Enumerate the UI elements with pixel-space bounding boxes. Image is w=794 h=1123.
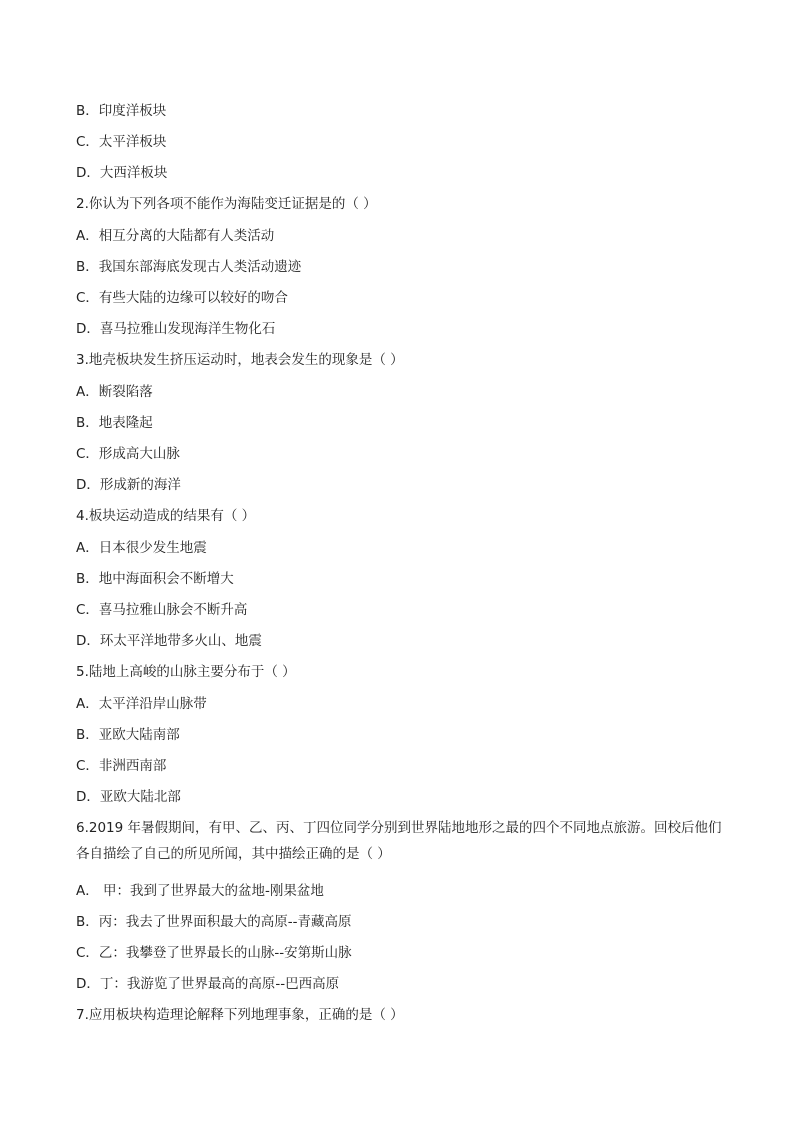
question-7: 7.应用板块构造理论解释下列地理事象，正确的是（ ）: [76, 1007, 404, 1023]
option-d-q3: D．形成新的海洋: [76, 477, 181, 493]
option-b-q5: B．亚欧大陆南部: [76, 727, 180, 743]
option-c-q2: C．有些大陆的边缘可以较好的吻合: [76, 290, 288, 306]
question-3: 3.地壳板块发生挤压运动时，地表会发生的现象是（ ）: [76, 352, 404, 368]
option-a-q3: A．断裂陷落: [76, 384, 153, 400]
option-c-q5: C．非洲西南部: [76, 758, 167, 774]
option-a-q4: A．日本很少发生地震: [76, 540, 207, 556]
option-d-q2: D．喜马拉雅山发现海洋生物化石: [76, 321, 276, 337]
question-5: 5.陆地上高峻的山脉主要分布于（ ）: [76, 664, 296, 680]
option-b-q6: B．丙：我去了世界面积最大的高原--青藏高原: [76, 914, 352, 930]
question-2: 2.你认为下列各项不能作为海陆变迁证据是的（ ）: [76, 196, 377, 212]
option-b-q2: B．我国东部海底发现古人类活动遗迹: [76, 259, 302, 275]
option-a-q2: A．相互分离的大陆都有人类活动: [76, 228, 275, 244]
option-a-q6: A． 甲：我到了世界最大的盆地-刚果盆地: [76, 883, 324, 899]
option-a-q5: A．太平洋沿岸山脉带: [76, 696, 207, 712]
option-b-q3: B．地表隆起: [76, 415, 153, 431]
option-d-q1: D．大西洋板块: [76, 165, 168, 181]
option-d-q6: D．丁：我游览了世界最高的高原--巴西高原: [76, 976, 340, 992]
option-b-q1: B．印度洋板块: [76, 103, 167, 119]
option-c-q4: C．喜马拉雅山脉会不断升高: [76, 602, 248, 618]
option-c-q6: C．乙：我攀登了世界最长的山脉--安第斯山脉: [76, 945, 352, 961]
question-6: 6.2019 年暑假期间，有甲、乙、丙、丁四位同学分别到世界陆地地形之最的四个不同地点旅游。回校后他们各自描绘了自己的所见所闻，其中描绘正确的是（ ）: [76, 820, 722, 862]
option-b-q4: B．地中海面积会不断增大: [76, 571, 234, 587]
option-d-q4: D．环太平洋地带多火山、地震: [76, 633, 262, 649]
option-c-q1: C．太平洋板块: [76, 134, 167, 150]
option-d-q5: D．亚欧大陆北部: [76, 789, 181, 805]
option-c-q3: C．形成高大山脉: [76, 446, 180, 462]
question-4: 4.板块运动造成的结果有（ ）: [76, 508, 256, 524]
